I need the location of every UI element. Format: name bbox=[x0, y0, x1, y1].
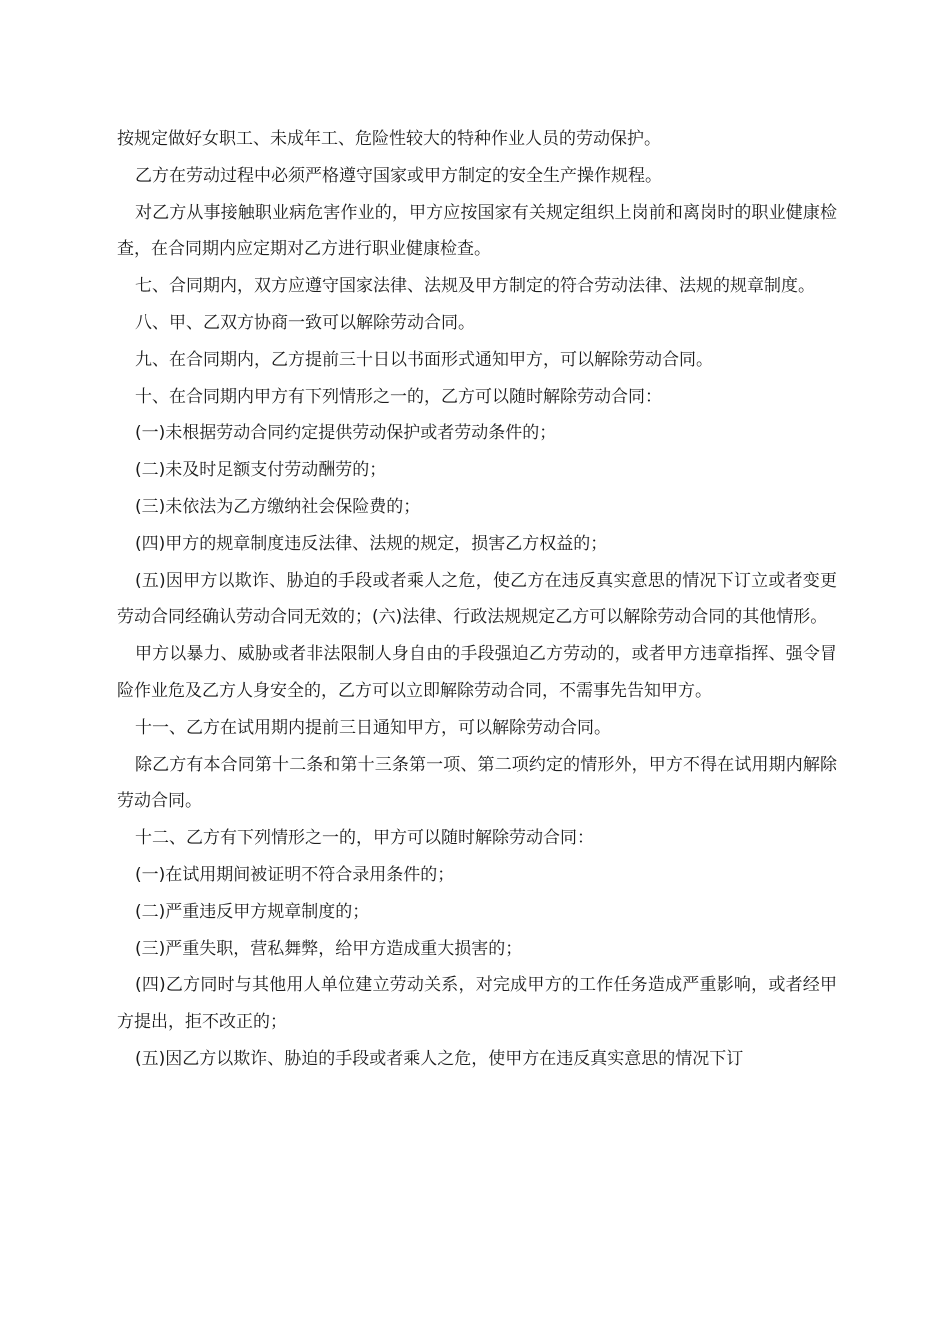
list-item: (五)因乙方以欺诈、胁迫的手段或者乘人之危，使甲方在违反真实意思的情况下订 bbox=[135, 1048, 744, 1069]
list-item: (二)未及时足额支付劳动酬劳的； bbox=[135, 460, 387, 481]
document-body bbox=[117, 121, 837, 1078]
paragraph: 十二、乙方有下列情形之一的，甲方可以随时解除劳动合同： bbox=[135, 828, 594, 849]
paragraph: 按规定做好女职工、未成年工、危险性较大的特种作业人员的劳动保护。 bbox=[117, 129, 661, 149]
list-item: (三)严重失职，营私舞弊，给甲方造成重大损害的； bbox=[135, 938, 523, 959]
list-item: (一)在试用期间被证明不符合录用条件的； bbox=[135, 864, 455, 885]
paragraph: 八、甲、乙双方协商一致可以解除劳动合同。 bbox=[135, 312, 475, 333]
paragraph: 甲方以暴力、威胁或者非法限制人身自由的手段强迫乙方劳动的，或者甲方违章指挥、强令冒险作业危及乙方人身安全的，乙方可以立即解除劳动合同，不需事先告知甲方。 bbox=[117, 644, 837, 701]
list-item: (四)甲方的规章制度违反法律、法规的规定，损害乙方权益的； bbox=[135, 533, 608, 554]
paragraph: 十一、乙方在试用期内提前三日通知甲方，可以解除劳动合同。 bbox=[135, 717, 611, 738]
paragraph: 九、在合同期内，乙方提前三十日以书面形式通知甲方，可以解除劳动合同。 bbox=[135, 349, 713, 370]
list-item: (五)因甲方以欺诈、胁迫的手段或者乘人之危，使乙方在违反真实意思的情况下订立或者变更劳动合同经确认劳动合同无效的；(六)法律、行政法规规定乙方可以解除劳动合同的其他情形。 bbox=[117, 570, 837, 628]
paragraph: 七、合同期内，双方应遵守国家法律、法规及甲方制定的符合劳动法律、法规的规章制度。 bbox=[135, 276, 815, 297]
paragraph: 乙方在劳动过程中必须严格遵守国家或甲方制定的安全生产操作规程。 bbox=[135, 165, 662, 186]
paragraph: 除乙方有本合同第十二条和第十三条第一项、第二项约定的情形外，甲方不得在试用期内解除劳动合同。 bbox=[117, 754, 837, 812]
list-item: (三)未依法为乙方缴纳社会保险费的； bbox=[135, 496, 421, 517]
list-item: (一)未根据劳动合同约定提供劳动保护或者劳动条件的； bbox=[135, 423, 557, 444]
paragraph: 对乙方从事接触职业病危害作业的，甲方应按国家有关规定组织上岗前和离岗时的职业健康检查，在合同期内应定期对乙方进行职业健康检查。 bbox=[117, 202, 837, 260]
list-item: (二)严重违反甲方规章制度的； bbox=[135, 901, 370, 922]
list-item: (四)乙方同时与其他用人单位建立劳动关系，对完成甲方的工作任务造成严重影响，或者经甲方提出，拒不改正的； bbox=[117, 975, 837, 1033]
paragraph: 十、在合同期内甲方有下列情形之一的，乙方可以随时解除劳动合同： bbox=[135, 386, 662, 407]
